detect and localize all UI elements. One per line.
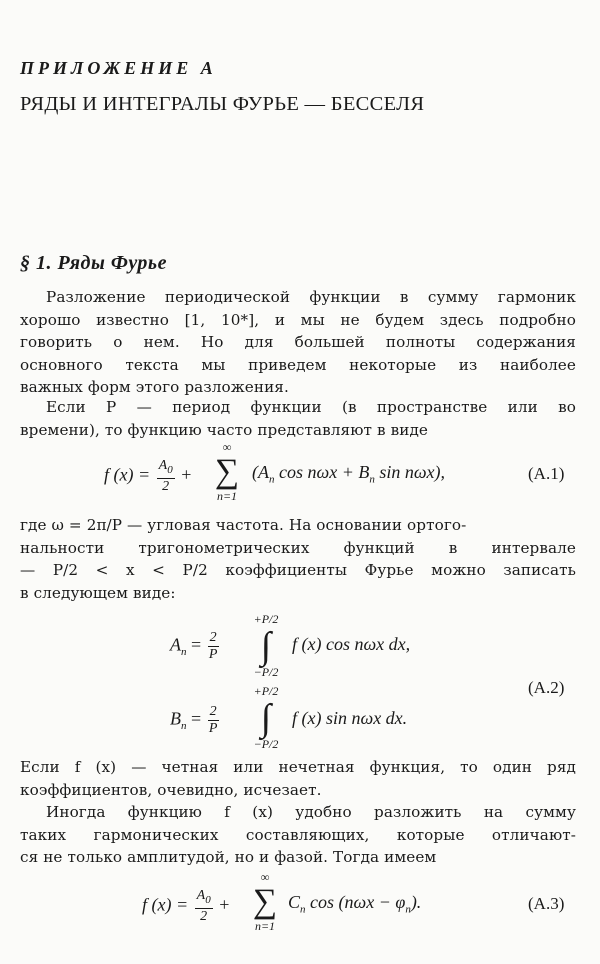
sum-operator bbox=[252, 870, 278, 934]
eq-a2-an-lhs bbox=[170, 630, 221, 663]
text-line: таких гармонических составляющих, которые отличают- bbox=[20, 825, 576, 844]
frac-num: 2 bbox=[209, 704, 217, 719]
sum-lower: n=1 bbox=[254, 919, 276, 933]
fraction bbox=[208, 704, 219, 737]
text-line: — P/2 < x < P/2 коэффициенты Фурье можно записать bbox=[20, 561, 576, 579]
eq-a1-body bbox=[252, 462, 445, 486]
text-line: Если f (x) — четная или нечетная функция, то один ряд bbox=[20, 758, 576, 776]
frac-den: 2 bbox=[162, 478, 170, 494]
plus-sign: + bbox=[181, 464, 192, 485]
frac-num-sub: 0 bbox=[205, 893, 211, 906]
paragraph-1 bbox=[20, 286, 576, 399]
int-lower: −P/2 bbox=[253, 665, 279, 679]
fraction bbox=[195, 888, 213, 925]
eq-lhs: f (x) = bbox=[142, 894, 189, 915]
eq-a2-an-body: f (x) cos nωx dx, bbox=[292, 634, 411, 654]
sum-operator bbox=[214, 440, 240, 504]
equals-sign: = bbox=[191, 634, 202, 655]
body-sub: n bbox=[269, 473, 275, 486]
paragraph-4 bbox=[20, 756, 576, 801]
equation-number: (А.2) bbox=[528, 678, 565, 697]
integral-operator-bn bbox=[246, 684, 286, 752]
integral-operator-an bbox=[246, 612, 286, 680]
body-sub: n bbox=[300, 903, 306, 916]
eq-a2-bn-lhs bbox=[170, 704, 221, 737]
text-line: важных форм этого разложения. bbox=[20, 378, 289, 396]
frac-den: P bbox=[208, 721, 218, 736]
equals-sign: = bbox=[191, 708, 202, 729]
body-part: C bbox=[288, 892, 301, 912]
sigma-symbol: ∑ bbox=[252, 883, 278, 920]
paragraph-2 bbox=[20, 396, 576, 441]
bn-sub: n bbox=[181, 720, 187, 733]
text-line: Если P — период функции (в пространстве или во bbox=[46, 398, 576, 416]
eq-lhs: f (x) = bbox=[104, 464, 151, 485]
frac-num: A bbox=[196, 888, 206, 903]
body-part: (A bbox=[252, 462, 269, 482]
plus-sign: + bbox=[219, 894, 230, 915]
body-part: cos (nωx − φ bbox=[305, 892, 406, 912]
an-symbol: A bbox=[170, 634, 181, 655]
chapter-title: РЯДЫ И ИНТЕГРАЛЫ ФУРЬЕ — БЕССЕЛЯ bbox=[20, 93, 425, 115]
text-line: основного текста мы приведем некоторые из наиболее bbox=[20, 355, 576, 374]
text-line: в следующем виде: bbox=[20, 583, 176, 602]
text-line: нальности тригонометрических функций в интервале bbox=[20, 538, 576, 557]
text-line: коэффициентов, очевидно, исчезает. bbox=[20, 780, 322, 799]
text-line: ся не только амплитудой, но и фазой. Тогда имеем bbox=[20, 848, 437, 866]
equation-number: (А.1) bbox=[528, 464, 565, 483]
an-sub: n bbox=[181, 646, 187, 659]
eq-a2-bn-body: f (x) sin nωx dx. bbox=[292, 708, 408, 728]
text-line: Разложение периодической функции в сумму гармоник bbox=[46, 288, 576, 306]
text-line: где ω = 2π/P — угловая частота. На основании ортого- bbox=[20, 516, 467, 534]
body-part: cos nωx + B bbox=[274, 462, 370, 482]
eq-a3-lhs bbox=[142, 888, 229, 925]
body-sub: n bbox=[369, 473, 375, 486]
frac-den: 2 bbox=[200, 908, 208, 924]
fraction bbox=[157, 458, 175, 495]
paragraph-5 bbox=[20, 801, 576, 869]
body-part: ). bbox=[410, 892, 422, 912]
int-lower: −P/2 bbox=[253, 737, 279, 751]
section-heading: § 1. Ряды Фурье bbox=[20, 252, 167, 274]
sum-upper: ∞ bbox=[222, 440, 232, 454]
int-upper: +P/2 bbox=[253, 684, 279, 698]
sigma-symbol: ∑ bbox=[214, 453, 240, 490]
paragraph-3 bbox=[20, 514, 576, 604]
frac-num-sub: 0 bbox=[167, 463, 173, 476]
bn-symbol: B bbox=[170, 708, 181, 729]
sum-lower: n=1 bbox=[216, 489, 238, 503]
eq-a3-body bbox=[288, 892, 421, 916]
fraction bbox=[208, 630, 219, 663]
equation-number: (А.3) bbox=[528, 894, 565, 913]
body-sub: n bbox=[405, 903, 411, 916]
int-upper: +P/2 bbox=[253, 612, 279, 626]
text-line: Иногда функцию f (x) удобно разложить на сумму bbox=[46, 803, 576, 821]
eq-a1-lhs bbox=[104, 458, 191, 495]
text-line: говорить о нем. Но для большей полноты содержания bbox=[20, 333, 576, 351]
body-part: sin nωx), bbox=[374, 462, 446, 482]
frac-num: 2 bbox=[209, 630, 217, 645]
text-line: хорошо известно [1, 10*], и мы не будем здесь подробно bbox=[20, 310, 576, 329]
text-line: времени), то функцию часто представляют в виде bbox=[20, 420, 428, 439]
frac-num: A bbox=[158, 458, 168, 473]
frac-den: P bbox=[208, 647, 218, 662]
integral-symbol: ∫ bbox=[260, 625, 272, 667]
sum-upper: ∞ bbox=[260, 870, 270, 884]
appendix-label: ПРИЛОЖЕНИЕ А bbox=[20, 58, 217, 78]
integral-symbol: ∫ bbox=[260, 697, 272, 739]
